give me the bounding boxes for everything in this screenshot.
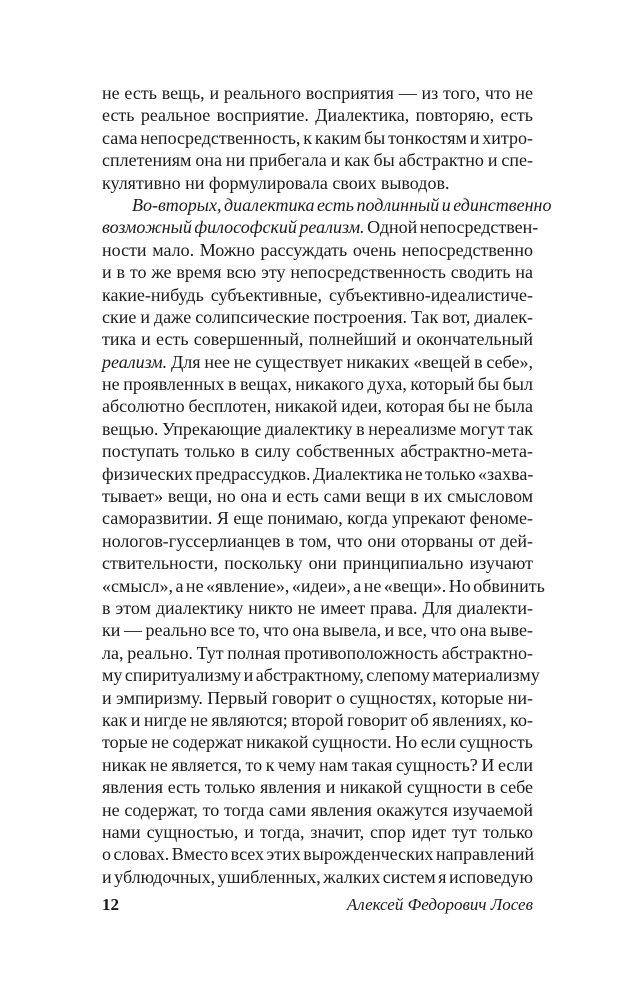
text-line	[102, 552, 533, 574]
text-segment: в этом диалектику никто не имеет права. Для диалекти-	[102, 597, 533, 618]
text-line	[102, 821, 533, 843]
text-segment: как и нигде не являются; второй говорит об явлениях, ко-	[102, 709, 533, 730]
text-segment: сплетениям она ни прибегала и как бы абстрактно и спе-	[102, 150, 533, 171]
italic-text: возможный философский реализм.	[102, 217, 365, 238]
text-line	[102, 261, 533, 283]
text-line	[102, 731, 533, 753]
text-segment: торые не содержат никакой сущности. Но если сущность	[102, 732, 533, 753]
text-line	[102, 149, 533, 171]
text-segment: «смысл», а не «явление», «идеи», а не «вещи». Но обвинить	[102, 575, 545, 596]
text-segment: ности мало. Можно рассуждать очень непосредственно	[102, 239, 533, 260]
italic-text: Во-вторых, диалектика есть подлинный и единственно	[132, 194, 552, 215]
text-segment: вещью. Упрекающие диалектику в нереализме могут так	[102, 418, 533, 439]
text-line	[102, 799, 533, 821]
text-line	[102, 172, 533, 194]
text-line	[102, 597, 533, 619]
text-segment: нами сущностью, и тогда, значит, спор идет тут только	[102, 821, 533, 842]
body-text	[102, 82, 552, 888]
text-line	[102, 843, 533, 865]
text-line	[102, 216, 539, 238]
text-line	[102, 306, 533, 328]
text-line	[102, 575, 545, 597]
text-segment: сама непосредственность, к каким бы тонкостям и хитро-	[102, 127, 533, 148]
text-segment: абсолютно бесплотен, никакой идеи, которая бы не была	[102, 396, 533, 417]
text-line	[102, 507, 533, 529]
text-line	[102, 104, 533, 126]
text-line	[102, 776, 533, 798]
text-line	[102, 754, 533, 776]
text-line	[102, 866, 533, 888]
text-segment: му спиритуализму и абстрактному, слепому материализму	[102, 665, 540, 686]
text-segment: явления есть только явления и никакой сущности в себе	[102, 777, 533, 798]
text-line	[102, 194, 552, 216]
text-segment: никак не является, то к чему нам такая сущность? И если	[102, 754, 533, 775]
text-line	[102, 485, 533, 507]
text-line	[102, 664, 540, 686]
running-footer-author: Алексей Федорович Лосев	[346, 895, 533, 914]
text-segment: ки — реально все то, что она вывела, и все, что она выве-	[102, 620, 533, 641]
text-line	[102, 127, 533, 149]
text-segment: не содержат, то тогда сами явления окажутся изучаемой	[102, 799, 533, 820]
page-footer	[102, 893, 533, 917]
text-line	[102, 530, 533, 552]
text-segment: поступать только в силу собственных абстрактно-мета-	[102, 441, 533, 462]
text-line	[102, 709, 533, 731]
text-line	[102, 239, 533, 261]
text-segment: не есть вещь, и реального восприятия — из того, что не	[102, 83, 533, 103]
text-line	[102, 418, 533, 440]
text-segment: тывает» вещи, но она и есть сами вещи в их смысловом	[102, 486, 533, 507]
text-line	[102, 463, 533, 485]
text-segment: Одной непосредствен-	[364, 217, 539, 238]
text-segment: физических предрассудков. Диалектика не только «захва-	[102, 463, 534, 484]
text-line	[102, 328, 533, 350]
text-segment: ла, реально. Тут полная противоположность абстрактно-	[102, 642, 533, 663]
text-segment: и в то же время всю эту непосредственность сводить на	[102, 262, 533, 283]
text-line	[102, 642, 533, 664]
page-number: 12	[102, 895, 119, 914]
text-segment: ские и даже солипсические построения. Так вот, диалек-	[102, 306, 533, 327]
text-line	[102, 619, 533, 641]
text-segment: ствительности, поскольку они принципиально изучают	[102, 553, 533, 574]
text-line	[102, 440, 533, 462]
text-segment: какие-нибудь субъективные, субъективно-идеалистиче-	[102, 284, 533, 305]
text-line	[102, 351, 533, 373]
text-segment: нологов-гуссерлианцев в том, что они оторваны от дей-	[102, 530, 533, 551]
text-segment: есть реальное восприятие. Диалектика, повторяю, есть	[102, 105, 533, 126]
text-line	[102, 82, 533, 104]
text-segment: и ублюдочных, ушибленных, жалких систем я исповедую	[102, 866, 533, 887]
italic-text: реализм.	[102, 351, 168, 372]
text-line	[102, 687, 533, 709]
text-segment: тика и есть совершенный, полнейший и окончательный	[102, 329, 533, 350]
text-segment: Для нее не существует никаких «вещей в себе»,	[167, 351, 533, 372]
text-line	[102, 373, 533, 395]
text-segment: о словах. Вместо всех этих вырожденческих направлений	[102, 844, 535, 865]
text-segment: саморазвитии. Я еще понимаю, когда упрекают феноме-	[102, 508, 533, 529]
text-segment: не проявленных в вещах, никакого духа, который бы был	[102, 374, 533, 395]
text-segment: кулятивно ни формулировала своих выводов.	[102, 172, 450, 193]
text-line	[102, 284, 533, 306]
text-segment: и эмпиризму. Первый говорит о сущностях, которые ни-	[102, 687, 533, 708]
text-line	[102, 395, 533, 417]
